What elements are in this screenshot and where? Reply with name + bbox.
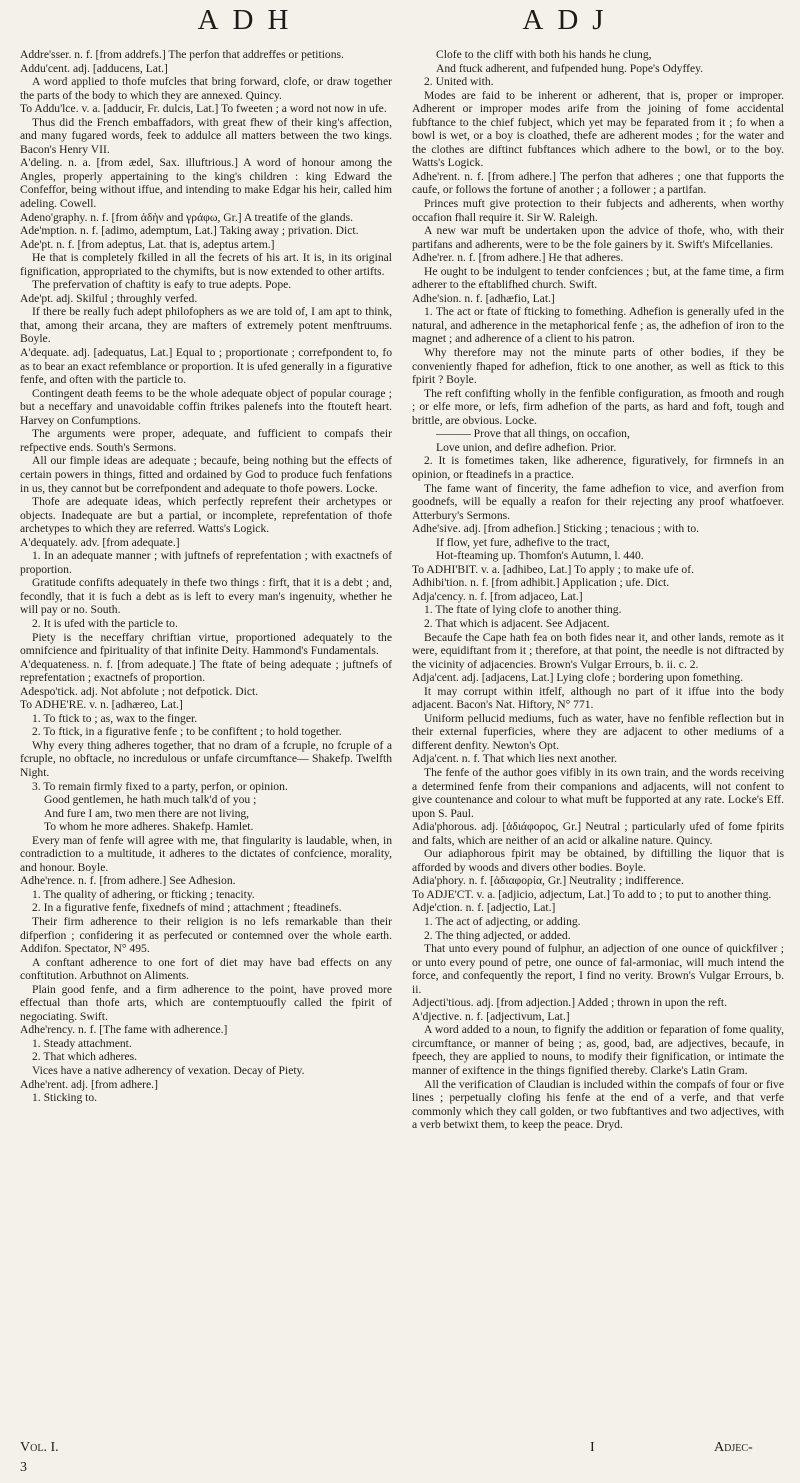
- verse-quotation: And fure I am, two men there are not living,: [44, 806, 250, 820]
- dictionary-entry: To ADHI'BIT. v. a. [adhibeo, Lat.] To apply ; to make ufe of.: [412, 562, 694, 576]
- entry-sense: 2. That which is adjacent. See Adjacent.: [424, 616, 610, 630]
- entry-sense: Becaufe the Cape hath fea on both fides near it, and other lands, remote as it were, equidiftant from it ; therefore, at that point, the needle is not diftracted by the vicinity of adjacencies. Brown's Vulgar Errours, b. ii. c. 2.: [412, 630, 784, 671]
- entry-sense: Our adiaphorous fpirit may be obtained, by diftilling the liquor that is afforded by woods and divers other bodies. Boyle.: [412, 847, 784, 874]
- entry-sense: Gratitude confifts adequately in thefe two things : firft, that it is a debt ; and, fecondly, that it is fuch a debt as is left to every man's ingenuity, whether he will pay or no. South.: [20, 576, 392, 617]
- dictionary-entry: A'deling. n. a. [from ædel, Sax. illuftrious.] A word of honour among the Angles, properly appertaining to the king's children : king Edward the Confeffor, being without iffue, and intending to make Edgar his heir, called him adeling. Cowell.: [20, 156, 392, 211]
- entry-sense: He ought to be indulgent to tender confciences ; but, at the fame time, a firm adherer to the eftablifhed church. Swift.: [412, 264, 784, 292]
- entry-sense: He that is completely fkilled in all the fecrets of his art. It is, in its original fignification, appropriated to the chymifts, but is now extended to other artifts.: [20, 251, 392, 278]
- dictionary-entry: Adhe'rent. n. f. [from adhere.] The perfon that adheres ; one that fupports the caufe, or follows the fortune of another ; a follower ; a partifan.: [412, 169, 784, 197]
- dictionary-entry: Adia'phorous. adj. [ἀδιάφορος, Gr.] Neutral ; particularly ufed of fome fpirits and falts, which are neither of an acid or alkaline nature. Quincy.: [412, 820, 784, 847]
- verse-quotation: Love union, and defire adhefion. Prior.: [436, 440, 617, 454]
- dictionary-entry: Adja'cent. n. f. That which lies next another.: [412, 752, 618, 766]
- entry-sense: 2. It is fometimes taken, like adherence, figuratively, for firmnefs in an opinion, or fteadinefs in a practice.: [412, 454, 784, 481]
- entry-sense: 1. The act of adjecting, or adding.: [424, 915, 581, 928]
- dictionary-entry: Adjecti'tious. adj. [from adjection.] Added ; thrown in upon the reft.: [412, 996, 728, 1010]
- entry-sense: 1. To ftick to ; as, wax to the finger.: [32, 711, 198, 725]
- entry-sense: 2. In a figurative fenfe, fixednefs of mind ; attachment ; fteadinefs.: [32, 901, 342, 915]
- dictionary-entry: Addre'sser. n. f. [from addrefs.] The perfon that addreffes or petitions.: [20, 48, 344, 61]
- entry-sense: 2. United with.: [424, 75, 494, 89]
- volume-label: Vol. I.: [20, 1440, 59, 1455]
- verse-quotation: If flow, yet fure, adhefive to the tract,: [436, 535, 610, 549]
- entry-sense: The reft confifting wholly in the fenfible configuration, as fmooth and rough ; or elfe more, or lefs, firm adhefion of the parts, as hard and foft, tough and brittle, are obvious. Locke.: [412, 386, 784, 427]
- entry-sense: Contingent death feems to be the whole adequate object of popular courage ; but a neceffary and unavoidable coffin ftrikes palenefs into the ftouteft heart. Harvey on Confumptions.: [20, 386, 392, 427]
- entry-sense: 1. In an adequate manner ; with juftnefs of reprefentation ; with exactnefs of proportion.: [20, 549, 392, 576]
- dictionary-entry: Adhe'rer. n. f. [from adhere.] He that adheres.: [412, 251, 624, 265]
- signature-letter: I: [590, 1440, 595, 1455]
- page-footer: [0, 1440, 800, 1480]
- dictionary-entry: Adhe'sion. n. f. [adhæfio, Lat.]: [412, 291, 555, 305]
- entry-sense: Piety is the neceffary chriftian virtue, proportioned adequately to the omnifcience and fpirituality of that infinite Deity. Hammond's Fundamentals.: [20, 630, 392, 658]
- dictionary-entry: Adje'ction. n. f. [adjectio, Lat.]: [412, 901, 556, 915]
- dictionary-entry: A'dequate. adj. [adequatus, Lat.] Equal to ; proportionate ; correfpondent to, fo as to bear an exact refemblance or proportion. It is ufed generally in a figurative fenfe, and often with the particle to.: [20, 346, 392, 387]
- entry-sense: All our fimple ideas are adequate ; becaufe, being nothing but the effects of certain powers in things, fitted and ordained by God to produce fuch fenfations in us, they cannot but be correfpondent and adequate to thofe powers. Locke.: [20, 454, 392, 495]
- verse-quotation: ——— Prove that all things, on occafion,: [436, 427, 630, 441]
- left-column: [20, 48, 392, 1440]
- entry-sense: The prefervation of chaftity is eafy to true adepts. Pope.: [32, 278, 292, 292]
- signature-mark: 3: [20, 1460, 27, 1475]
- entry-sense: 1. Sticking to.: [32, 1091, 98, 1105]
- entry-sense: Thus did the French embaffadors, with great fhew of their king's affection, and many fugared words, feek to addulce all matters between the two kings. Bacon's Henry VII.: [20, 115, 392, 156]
- entry-sense: Princes muft give protection to their fubjects and adherents, when worthy occafion fhall require it. Sir W. Raleigh.: [412, 197, 784, 224]
- verse-quotation: And ftuck adherent, and fufpended hung. Pope's Odyffey.: [436, 61, 704, 75]
- dictionary-entry: Adhe'rence. n. f. [from adhere.] See Adhesion.: [20, 874, 236, 888]
- entry-sense: Why every thing adheres together, that no dram of a fcruple, no fcruple of a fcruple, no obftacle, no incredulous or unfafe circumftance— Shakefp. Twelfth Night.: [20, 738, 392, 779]
- entry-sense: Their firm adherence to their religion is no lefs remarkable than their difperfion ; confidering it as perfecuted or contemned over the whole earth. Addifon. Spectator, N° 495.: [20, 915, 392, 956]
- guide-letters-right: ADJ: [522, 4, 618, 36]
- running-head: [0, 4, 800, 44]
- dictionary-entry: Adhibi'tion. n. f. [from adhibit.] Application ; ufe. Dict.: [412, 576, 670, 590]
- dictionary-entry: Adia'phory. n. f. [ἀδιαφορία, Gr.] Neutrality ; indifference.: [412, 874, 684, 888]
- entry-sense: A word applied to thofe mufcles that bring forward, clofe, or draw together the parts of the body to which they are annexed. Quincy.: [20, 75, 392, 102]
- dictionary-entry: Adhe'rency. n. f. [The fame with adherence.]: [20, 1023, 228, 1037]
- dictionary-entry: Addu'cent. adj. [adducens, Lat.]: [20, 61, 168, 75]
- dictionary-entry: Adhe'sive. adj. [from adhefion.] Sticking ; tenacious ; with to.: [412, 522, 700, 536]
- entry-sense: That unto every pound of fulphur, an adjection of one ounce of quickfilver ; or unto every pound of petre, one ounce of fal-armoniac, will much intend the force, and confequently the report, I find no verity. Brown's Vulgar Errours, b. ii.: [412, 942, 784, 996]
- entry-sense: 1. The act or ftate of fticking to fomething. Adhefion is generally ufed in the natural, and adherence in the metaphorical fenfe ; as, the adhefion of iron to the magnet ; and adherence of a client to his patron.: [412, 305, 784, 346]
- entry-sense: Modes are faid to be inherent or adherent, that is, proper or improper. Adherent or improper modes arife from the joining of fome accidental fubftance to the chief fubject, which yet may be feparated from it ; fo when a bowl is wet, or a boy is cloathed, thefe are adherent modes ; for the water and the clothes are diftinct fubftances which adhere to the bowl, or to the boy. Watts's Logick.: [412, 88, 784, 170]
- dictionary-entry: Ade'pt. adj. Skilful ; throughly verfed.: [20, 291, 198, 305]
- entry-sense: Uniform pellucid mediums, fuch as water, have no fenfible reflection but in their external fuperficies, where they are adjacent to other mediums of a different denfity. Newton's Opt.: [412, 711, 784, 752]
- verse-quotation: Hot-fteaming up. Thomfon's Autumn, l. 440.: [436, 549, 644, 563]
- dictionary-entry: To ADJE'CT. v. a. [adjicio, adjectum, Lat.] To add to ; to put to another thing.: [412, 887, 772, 901]
- dictionary-entry: A'dequateness. n. f. [from adequate.] The ftate of being adequate ; juftnefs of reprefentation ; exactnefs of proportion.: [20, 657, 392, 685]
- dictionary-entry: A'djective. n. f. [adjectivum, Lat.]: [412, 1009, 570, 1023]
- entry-sense: If there be really fuch adept philofophers as we are told of, I am apt to think, that, among their arcana, they are mafters of extremely potent menftruums. Boyle.: [20, 305, 392, 346]
- entry-sense: 2. To ftick, in a figurative fenfe ; to be confiftent ; to hold together.: [32, 725, 342, 739]
- entry-sense: The fenfe of the author goes vifibly in its own train, and the words receiving a determined fenfe from their companions and adjacents, will not confent to give countenance and colour to what muft be fupported at any rate. Locke's Eff. upon S. Paul.: [412, 765, 784, 820]
- right-column: [412, 48, 784, 1440]
- entry-sense: Thofe are adequate ideas, which perfectly reprefent their archetypes or objects. Inadequate are but a partial, or incomplete, reprefentation of thofe archetypes to which they are referred. Watts's Logick.: [20, 495, 392, 536]
- verse-quotation: Clofe to the cliff with both his hands he clung,: [436, 48, 652, 61]
- entry-sense: The arguments were proper, adequate, and fufficient to compafs their refpective ends. South's Sermons.: [20, 427, 392, 454]
- entry-sense: 1. The quality of adhering, or fticking ; tenacity.: [32, 887, 255, 901]
- entry-sense: 3. To remain firmly fixed to a party, perfon, or opinion.: [32, 779, 288, 793]
- entry-sense: Vices have a native adherency of vexation. Decay of Piety.: [32, 1064, 305, 1078]
- entry-sense: Every man of fenfe will agree with me, that fingularity is laudable, when, in contradiction to a multitude, it adheres to the dictates of confcience, morality, and honour. Boyle.: [20, 833, 392, 874]
- verse-quotation: Good gentlemen, he hath much talk'd of you ;: [44, 793, 257, 807]
- dictionary-entry: A'dequately. adv. [from adequate.]: [20, 535, 180, 549]
- entry-sense: 2. That which adheres.: [32, 1050, 138, 1064]
- entry-sense: A conftant adherence to one fort of diet may have bad effects on any conftitution. Arbuthnot on Aliments.: [20, 955, 392, 983]
- entry-sense: The fame want of fincerity, the fame adhefion to vice, and averfion from goodnefs, will be equally a reafon for their rejecting any proof whatfoever. Atterbury's Sermons.: [412, 481, 784, 522]
- entry-sense: 2. The thing adjected, or added.: [424, 928, 571, 942]
- dictionary-entry: Ade'mption. n. f. [adimo, ademptum, Lat.] Taking away ; privation. Dict.: [20, 224, 359, 238]
- guide-letters-left: ADH: [197, 4, 303, 36]
- entry-sense: 1. The ftate of lying clofe to another thing.: [424, 603, 622, 617]
- entry-sense: 1. Steady attachment.: [32, 1036, 132, 1050]
- dictionary-entry: Adhe'rent. adj. [from adhere.]: [20, 1077, 158, 1091]
- entry-sense: All the verification of Claudian is included within the compafs of four or five lines ; perpetually clofing his fenfe at the end of a verfe, and that verfe commonly which they call golden, or two fubftantives and two adjectives, with a verb betwixt them, to keep the peace. Dryd.: [412, 1077, 784, 1132]
- dictionary-entry: Adespo'tick. adj. Not abfolute ; not defpotick. Dict.: [20, 684, 259, 698]
- entry-sense: 2. It is ufed with the particle to.: [32, 616, 178, 630]
- dictionary-entry: To ADHE'RE. v. n. [adhæreo, Lat.]: [20, 698, 183, 712]
- entry-sense: It may corrupt within itfelf, although no part of it iffue into the body adjacent. Bacon's Nat. Hiftory, N° 771.: [412, 684, 784, 712]
- dictionary-entry: Adeno'graphy. n. f. [from ἀδὴν and γράφω, Gr.] A treatife of the glands.: [20, 210, 354, 224]
- dictionary-entry: Adja'cent. adj. [adjacens, Lat.] Lying clofe ; bordering upon fomething.: [412, 671, 744, 685]
- dictionary-entry: To Addu'lce. v. a. [adducir, Fr. dulcis, Lat.] To fweeten ; a word not now in ufe.: [20, 102, 387, 116]
- dictionary-entry: Adja'cency. n. f. [from adjaceo, Lat.]: [412, 589, 583, 603]
- dictionary-entry: Ade'pt. n. f. [from adeptus, Lat. that is, adeptus artem.]: [20, 237, 275, 251]
- entry-sense: A new war muft be undertaken upon the advice of thofe, who, with their partifans and adherents, were to be the fole gainers by it. Swift's Mifcellanies.: [412, 224, 784, 251]
- catchword: Adjec-: [714, 1440, 753, 1455]
- verse-quotation: To whom he more adheres. Shakefp. Hamlet.: [44, 820, 254, 834]
- entry-sense: Plain good fenfe, and a firm adherence to the point, have proved more effectual than thofe arts, which are contemptuoufly called the fpirit of negociating. Swift.: [20, 982, 392, 1023]
- entry-sense: Why therefore may not the minute parts of other bodies, if they be conveniently fhaped for adhefion, ftick to one another, as well as ftick to this fpirit ? Boyle.: [412, 346, 784, 387]
- entry-sense: A word added to a noun, to fignify the addition or feparation of fome quality, circumftance, or manner of being ; as, good, bad, are adjectives, becaufe, in fpeech, they are applied to nouns, to modify their fignification, or intimate the manner of exiftence in the things fignified thereby. Clarke's Latin Gram.: [412, 1023, 784, 1078]
